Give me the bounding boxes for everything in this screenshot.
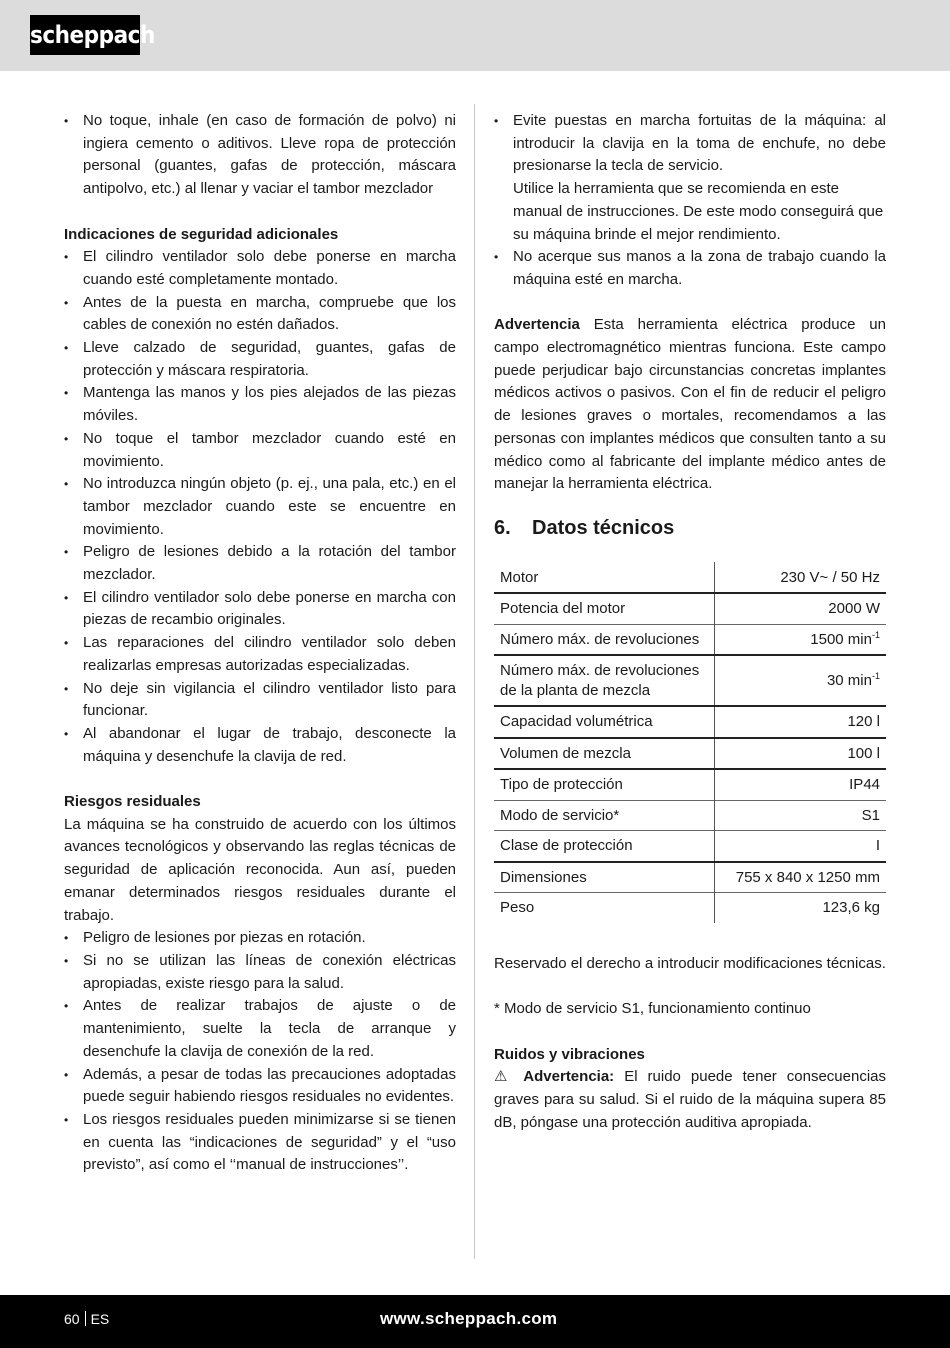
section-title xyxy=(494,514,886,542)
section-number: 6. xyxy=(494,516,511,539)
scheppach-logo: scheppach xyxy=(30,15,140,55)
table-row xyxy=(494,593,886,624)
page-footer xyxy=(0,1295,950,1348)
residual-risks-heading: Riesgos residuales xyxy=(64,793,201,811)
spec-value: I xyxy=(875,837,880,855)
table-row xyxy=(494,562,886,594)
list-item: • Lleve calzado de seguridad, guantes, gafas de protección y máscara respiratoria. xyxy=(64,337,456,382)
table-row xyxy=(494,893,886,923)
table-row xyxy=(494,738,886,770)
list-item: • No acerque sus manos a la zona de trabajo cuando la máquina esté en marcha. xyxy=(494,246,886,291)
spec-value-text: 1500 min xyxy=(810,630,872,648)
table-row xyxy=(494,862,886,893)
spec-label: Peso xyxy=(494,893,715,923)
spec-label: Modo de servicio* xyxy=(494,800,715,831)
spec-value xyxy=(715,655,887,706)
spec-label: Número máx. de revoluciones de la planta de mezcla xyxy=(494,655,715,706)
table-row xyxy=(494,624,886,655)
list-item: • No toque, inhale (en caso de formación de polvo) ni ingiera cemento o aditivos. Lleve ropa de protección personal (guantes, gafas de protección, máscara antipolvo, etc.) al llenar y vaciar el tambor mezclador xyxy=(64,110,456,201)
spec-value: 755 x 840 x 1250 mm xyxy=(735,868,880,886)
list-item: • El cilindro ventilador solo debe ponerse en marcha con piezas de recambio originales. xyxy=(64,587,456,632)
list-item: • Al abandonar el lugar de trabajo, desconecte la máquina y desenchufe la clavija de red. xyxy=(64,723,456,768)
list-item: • Los riesgos residuales pueden minimizarse si se tienen en cuenta las “indicaciones de seguridad” y el “uso previsto”, así como el ‘‘manual de instrucciones’’. xyxy=(64,1109,456,1177)
noise-warning-label: Advertencia: xyxy=(523,1068,615,1086)
spec-label: Número máx. de revoluciones xyxy=(494,624,715,655)
noise-warning xyxy=(494,1066,886,1134)
table-row xyxy=(494,800,886,831)
table-row xyxy=(494,831,886,862)
spec-label: Clase de protección xyxy=(494,831,715,862)
list-item: • El cilindro ventilador solo debe ponerse en marcha cuando esté completamente montado. xyxy=(64,246,456,291)
additional-safety-list xyxy=(64,246,456,768)
language-code: ES xyxy=(90,1311,110,1327)
spec-value xyxy=(715,624,887,655)
right-bullet-list xyxy=(494,110,886,292)
spec-value: 230 V~ / 50 Hz xyxy=(780,568,880,586)
list-item xyxy=(494,110,886,246)
spec-value: IP44 xyxy=(849,776,880,794)
list-item: • Si no se utilizan las líneas de conexión eléctricas apropiadas, existe riesgo para la salud. xyxy=(64,950,456,995)
spec-value: 100 l xyxy=(847,744,880,762)
column-divider xyxy=(474,104,475,1259)
list-item: • Además, a pesar de todas las precauciones adoptadas puede seguir habiendo riesgos residuales no evidentes. xyxy=(64,1064,456,1109)
list-item: • Mantenga las manos y los pies alejados de las piezas móviles. xyxy=(64,382,456,427)
intro-bullet-list xyxy=(64,110,456,201)
reserved-note: Reservado el derecho a introducir modificaciones técnicas. xyxy=(494,954,886,972)
spec-value: 123,6 kg xyxy=(822,899,880,917)
spec-value: 120 l xyxy=(847,713,880,731)
emf-warning xyxy=(494,314,886,496)
separator xyxy=(85,1311,86,1326)
spec-label: Volumen de mezcla xyxy=(494,738,715,770)
residual-risks-list xyxy=(64,927,456,1177)
warning-label: Advertencia xyxy=(494,316,580,334)
website-link[interactable]: www.scheppach.com xyxy=(380,1309,558,1328)
section-title-text: Datos técnicos xyxy=(532,516,675,539)
table-row xyxy=(494,769,886,800)
list-item: • Antes de realizar trabajos de ajuste o de mantenimiento, suelte la tecla de arranque y desenchufe la clavija de conexión de la red. xyxy=(64,995,456,1063)
list-item: • No introduzca ningún objeto (p. ej., una pala, etc.) en el tambor mezclador cuando este se encuentre en movimiento. xyxy=(64,473,456,541)
residual-risks-paragraph: La máquina se ha construido de acuerdo con los últimos avances tecnológicos y observando las reglas técnicas de seguridad de aplicación reconocida. Aun así, pueden emanar determinados riesgos residuales durante el trabajo. xyxy=(64,815,456,924)
footnote: * Modo de servicio S1, funcionamiento continuo xyxy=(494,1000,811,1018)
page-indicator xyxy=(64,1311,109,1327)
spec-label: Tipo de protección xyxy=(494,769,715,800)
additional-safety-heading: Indicaciones de seguridad adicionales xyxy=(64,225,339,243)
list-item: • Antes de la puesta en marcha, compruebe que los cables de conexión no estén dañados. xyxy=(64,292,456,337)
page-number: 60 xyxy=(64,1311,80,1327)
list-item: • Peligro de lesiones por piezas en rotación. xyxy=(64,927,456,950)
list-item: • Las reparaciones del cilindro ventilador solo deben realizarlas empresas autorizadas especializadas. xyxy=(64,632,456,677)
spec-label: Capacidad volumétrica xyxy=(494,706,715,738)
technical-data-table xyxy=(494,562,886,923)
spec-label: Dimensiones xyxy=(494,862,715,893)
spec-label: Motor xyxy=(494,562,715,594)
table-row xyxy=(494,706,886,738)
table-row xyxy=(494,655,886,706)
bullet-text: Evite puestas en marcha fortuitas de la máquina: al introducir la clavija en la toma de enchufe, no debe presionarse la tecla de servicio. xyxy=(513,112,886,175)
spec-label: Potencia del motor xyxy=(494,593,715,624)
list-item: • No toque el tambor mezclador cuando esté en movimiento. xyxy=(64,428,456,473)
spec-value: 2000 W xyxy=(828,600,880,618)
warning-triangle-icon: ⚠ xyxy=(494,1068,514,1086)
right-column xyxy=(494,110,886,1135)
bullet-continuation: Utilice la herramienta que se recomienda en este manual de instrucciones. De este modo conseguirá que su máquina brinde el mejor rendimiento. xyxy=(513,180,884,243)
warning-text: Esta herramienta eléctrica produce un campo electromagnético mientras funciona. Este campo puede perjudicar bajo circunstancias concretas implantes médicos activos o pasivos. Con el fin de reducir el peligro de lesiones graves o mortales, recomendamos a las personas con implantes médicos que consulten tanto a su médico como al fabricante del implante médico antes de manejar la herramienta eléctrica. xyxy=(494,316,886,493)
list-item: • No deje sin vigilancia el cilindro ventilador listo para funcionar. xyxy=(64,678,456,723)
noise-warning-text: El ruido puede tener consecuencias graves para su salud. Si el ruido de la máquina supera 85 dB, póngase una protección auditiva apropiada. xyxy=(494,1068,887,1131)
spec-value-exponent: -1 xyxy=(871,629,880,640)
list-item: • Peligro de lesiones debido a la rotación del tambor mezclador. xyxy=(64,541,456,586)
left-column xyxy=(64,110,456,1177)
page-header xyxy=(0,0,950,71)
spec-value-exponent: -1 xyxy=(871,671,880,682)
spec-value: S1 xyxy=(861,806,880,824)
noise-heading: Ruidos y vibraciones xyxy=(494,1045,645,1063)
spec-value-text: 30 min xyxy=(826,672,872,690)
